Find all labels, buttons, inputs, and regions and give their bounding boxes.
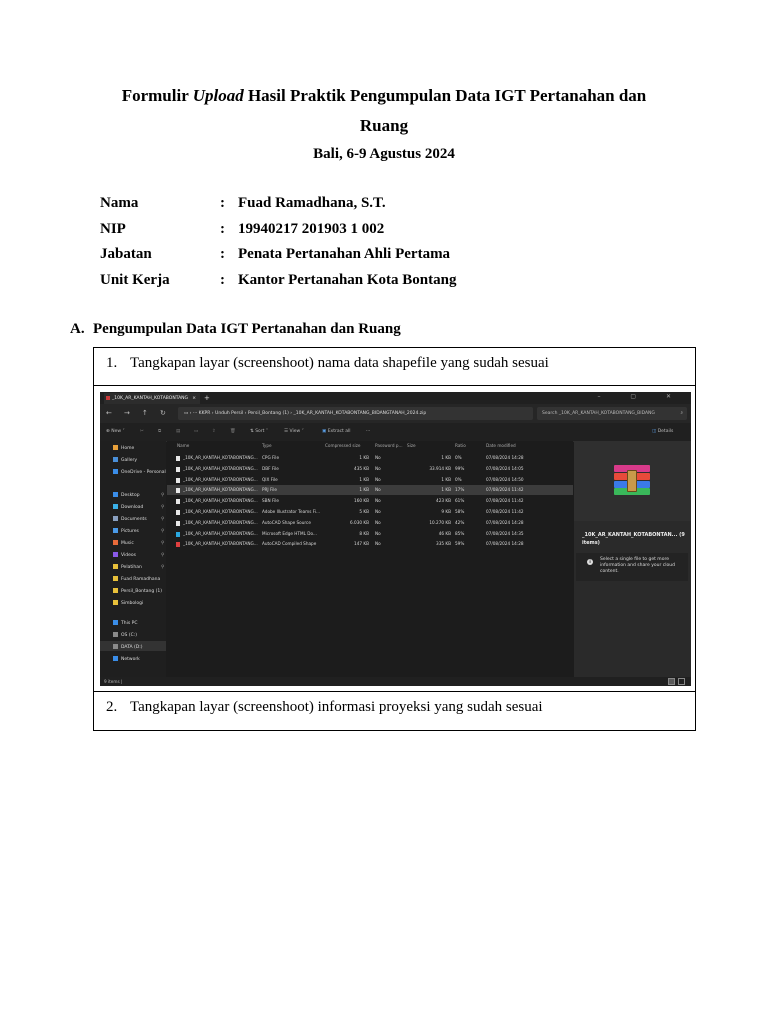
file-icon — [176, 542, 180, 547]
column-headers — [167, 441, 573, 451]
rename-icon[interactable]: ▭ — [194, 429, 199, 434]
file-icon — [176, 456, 180, 461]
navigation-pane — [100, 441, 166, 677]
folder-icon — [113, 632, 118, 637]
delete-icon[interactable]: 🗑 — [230, 429, 236, 434]
file-row[interactable] — [167, 496, 573, 506]
column-header[interactable]: Ratio — [455, 443, 466, 448]
file-ratio: 0% — [455, 476, 462, 482]
file-pw: No — [375, 519, 381, 525]
file-icon — [176, 521, 180, 526]
file-size: 9 KB — [441, 509, 451, 514]
file-type: AutoCAD Compiled Shape — [262, 541, 317, 547]
winrar-archive-icon — [614, 465, 650, 495]
tab-bar — [100, 392, 691, 404]
file-date: 07/08/2024 11:42 — [486, 487, 524, 493]
file-comp: 8 KB — [359, 530, 369, 536]
sidebar-item[interactable]: DATA (D:) — [113, 643, 143, 653]
folder-icon — [113, 457, 118, 462]
sidebar-item[interactable]: Documents ⚲ — [113, 515, 147, 525]
column-header[interactable]: Date modified — [486, 443, 516, 448]
file-size: 1 KB — [441, 487, 451, 493]
folder-icon — [113, 445, 118, 450]
file-icon — [176, 499, 180, 504]
file-type: AutoCAD Shape Source — [262, 519, 311, 525]
file-pw: No — [375, 476, 381, 482]
file-icon — [176, 532, 180, 537]
identity-value: Fuad Ramadhana, S.T. — [238, 195, 386, 211]
file-name: _10K_AR_KANTAH_KOTABONTANG... — [183, 476, 258, 482]
up-arrow-icon[interactable]: ↑ — [142, 409, 148, 417]
new-tab-button[interactable]: + — [204, 394, 210, 402]
folder-icon — [113, 528, 118, 533]
extract-all-button[interactable]: ▣ Extract all — [322, 429, 351, 434]
sidebar-item[interactable]: Videos ⚲ — [113, 551, 136, 561]
file-name: _10K_AR_KANTAH_KOTABONTANG... — [183, 541, 258, 547]
file-ratio: 61% — [455, 498, 465, 504]
item-cell-1: 1. Tangkapan layar (screenshoot) nama data shapefile yang sudah sesuai — [93, 347, 696, 386]
winrar-icon — [106, 396, 110, 400]
file-comp: 1 KB — [359, 476, 369, 482]
file-name: _10K_AR_KANTAH_KOTABONTANG... — [183, 498, 258, 504]
form-subtitle: Bali, 6-9 Agustus 2024 — [313, 146, 455, 162]
file-name: _10K_AR_KANTAH_KOTABONTANG... — [183, 455, 258, 460]
file-type: DBF File — [262, 465, 279, 471]
file-ratio: 17% — [455, 487, 465, 493]
column-header[interactable]: Type — [262, 443, 272, 448]
sidebar-item[interactable]: Download ⚲ — [113, 503, 143, 513]
file-type: Adobe Illustrator Teams Fi... — [262, 509, 321, 514]
file-pw: No — [375, 465, 381, 471]
file-size: 1 KB — [441, 455, 451, 460]
column-header[interactable]: Name — [177, 443, 190, 448]
folder-icon — [113, 576, 118, 581]
file-pw: No — [375, 541, 381, 547]
address-bar — [100, 404, 691, 423]
file-pw: No — [375, 530, 381, 536]
column-header[interactable]: Compressed size — [325, 443, 361, 448]
file-pw: No — [375, 487, 381, 493]
pin-icon: ⚲ — [161, 529, 165, 534]
file-pw: No — [375, 498, 381, 504]
file-size: 1 KB — [441, 476, 451, 482]
form-title-upload-word: Upload — [192, 86, 244, 105]
file-date: 07/08/2024 14:35 — [486, 530, 524, 536]
sidebar-item[interactable]: Gallery — [113, 456, 137, 466]
identity-row-nip: NIP : 19940217 201903 1 002 — [100, 221, 457, 247]
file-explorer-screenshot — [100, 392, 691, 686]
file-row[interactable] — [167, 485, 573, 495]
extract-icon: ▣ — [322, 429, 327, 434]
pin-icon: ⚲ — [161, 517, 165, 522]
file-comp: 147 KB — [354, 541, 369, 547]
file-type: Microsoft Edge HTML Do... — [262, 530, 317, 536]
sidebar-item[interactable]: Pictures ⚲ — [113, 527, 139, 537]
section-heading: A. Pengumpulan Data IGT Pertanahan dan Ruang — [70, 321, 401, 337]
file-comp: 6.030 KB — [350, 519, 369, 525]
file-date: 07/08/2024 11:42 — [486, 498, 524, 504]
file-date: 07/08/2024 14:50 — [486, 476, 524, 482]
close-tab-icon[interactable]: × — [192, 396, 196, 401]
sidebar-item[interactable]: Persil_Bontang (1) — [113, 587, 162, 597]
folder-icon — [113, 656, 118, 661]
column-header[interactable]: Size — [407, 443, 416, 448]
file-list — [167, 441, 573, 677]
file-icon — [176, 510, 180, 515]
sidebar-item[interactable]: OneDrive - Personal — [113, 468, 166, 478]
file-date: 07/08/2024 14:28 — [486, 541, 524, 547]
info-icon: i — [587, 559, 593, 565]
identity-value: 19940217 201903 1 002 — [238, 220, 385, 237]
sidebar-item[interactable]: Fuad Ramadhana — [113, 575, 160, 585]
forward-arrow-icon[interactable]: → — [124, 409, 130, 417]
folder-icon — [113, 644, 118, 649]
sidebar-item[interactable]: This PC — [113, 619, 137, 629]
folder-icon — [113, 469, 118, 474]
file-row[interactable] — [167, 453, 573, 463]
back-arrow-icon[interactable]: ← — [106, 409, 112, 417]
sidebar-item[interactable]: Simbologi — [113, 599, 143, 609]
file-type: PRJ File — [262, 487, 278, 493]
file-name: _10K_AR_KANTAH_KOTABONTANG... — [183, 487, 258, 493]
sidebar-item[interactable]: Music ⚲ — [113, 539, 134, 549]
folder-icon — [113, 588, 118, 593]
folder-icon — [113, 516, 118, 521]
file-icon — [176, 467, 180, 472]
file-size: 46 KB — [438, 530, 451, 536]
search-input[interactable]: Search _10K_AR_KANTAH_KOTABONTANG_BIDANG ⌕ — [537, 407, 687, 420]
folder-icon — [113, 540, 118, 545]
sidebar-item[interactable]: Desktop ⚲ — [113, 491, 140, 501]
file-ratio: 85% — [455, 530, 465, 536]
details-preview — [574, 441, 691, 521]
file-row[interactable] — [167, 529, 573, 539]
file-comp: 1 KB — [359, 487, 369, 493]
file-pw: No — [375, 455, 381, 460]
share-icon[interactable]: ⇪ — [212, 429, 216, 434]
file-row[interactable] — [167, 507, 573, 517]
folder-icon — [113, 492, 118, 497]
file-ratio: 59% — [455, 541, 465, 547]
paste-icon[interactable]: ▤ — [176, 429, 181, 434]
identity-row-unit-kerja: Unit Kerja : Kantor Pertanahan Kota Bontang — [100, 272, 457, 298]
file-icon — [176, 478, 180, 483]
pin-icon: ⚲ — [161, 541, 165, 546]
file-name: _10K_AR_KANTAH_KOTABONTANG... — [183, 509, 258, 514]
file-comp: 435 KB — [354, 465, 369, 471]
more-options-button[interactable]: ··· — [366, 429, 371, 434]
copy-icon[interactable]: ⧉ — [158, 429, 162, 434]
identity-row-nama: Nama : Fuad Ramadhana, S.T. — [100, 195, 457, 221]
pin-icon: ⚲ — [161, 553, 165, 558]
details-title: _10K_AR_KANTAH_KOTABONTAN... (9 items) — [582, 532, 685, 546]
item-text: Tangkapan layar (screenshoot) informasi proyeksi yang sudah sesuai — [130, 699, 543, 715]
pin-icon: ⚲ — [161, 505, 165, 510]
form-title: Formulir Upload Hasil Praktik Pengumpulan Data IGT Pertanahan dan — [121, 86, 647, 105]
status-bar — [100, 677, 691, 686]
file-ratio: 99% — [455, 465, 465, 471]
sidebar-item[interactable]: Home — [113, 444, 134, 454]
refresh-icon[interactable]: ↻ — [160, 409, 166, 417]
file-name: _10K_AR_KANTAH_KOTABONTANG... — [183, 519, 258, 525]
file-comp: 160 KB — [354, 498, 369, 504]
file-size: 423 KB — [436, 498, 451, 504]
folder-icon — [113, 600, 118, 605]
file-type: SBN File — [262, 498, 280, 504]
file-name: _10K_AR_KANTAH_KOTABONTANG... — [183, 465, 258, 471]
item-cell-2: 2. Tangkapan layar (screenshoot) informasi proyeksi yang sudah sesuai — [93, 691, 696, 731]
file-type: CPG File — [262, 455, 280, 460]
folder-icon — [113, 504, 118, 509]
file-row[interactable] — [167, 475, 573, 485]
file-row[interactable] — [167, 518, 573, 528]
details-button[interactable]: ◫ Details — [652, 429, 674, 434]
folder-icon — [113, 564, 118, 569]
file-date: 07/08/2024 11:42 — [486, 509, 524, 514]
explorer-tab[interactable]: _10K_AR_KANTAH_KOTABONTANG × — [104, 393, 200, 404]
sidebar-item[interactable]: Pelatihan ⚲ — [113, 563, 142, 573]
file-icon — [176, 488, 180, 493]
folder-icon — [113, 552, 118, 557]
identity-row-jabatan: Jabatan : Penata Pertanahan Ahli Pertama — [100, 246, 457, 272]
sidebar-item[interactable]: Network — [113, 655, 140, 665]
tiles-view-icon[interactable] — [678, 678, 685, 685]
cut-icon[interactable]: ✂ — [140, 429, 144, 434]
form-title-line2: Ruang — [359, 116, 409, 135]
identity-value: Penata Pertanahan Ahli Pertama — [238, 246, 451, 262]
file-size: 10.270 KB — [429, 519, 451, 525]
sidebar-item[interactable]: OS (C:) — [113, 631, 137, 641]
details-info: i Select a single file to get more information and share your cloud content. — [576, 553, 688, 581]
identity-block — [100, 195, 457, 297]
screenshot-cell — [93, 385, 696, 692]
file-ratio: 42% — [455, 519, 465, 525]
file-comp: 5 KB — [359, 509, 369, 514]
file-date: 07/08/2024 14:28 — [486, 455, 524, 460]
command-bar — [100, 423, 691, 442]
file-name: _10K_AR_KANTAH_KOTABONTANG... — [183, 530, 258, 536]
file-date: 07/08/2024 14:28 — [486, 519, 524, 525]
pin-icon: ⚲ — [161, 493, 165, 498]
file-date: 07/08/2024 14:05 — [486, 465, 524, 471]
file-ratio: 0% — [455, 455, 462, 460]
details-view-icon[interactable] — [668, 678, 675, 685]
file-pw: No — [375, 509, 381, 514]
view-button[interactable]: ☰ View ˅ — [284, 429, 304, 434]
sort-button[interactable]: ⇅ Sort ˅ — [250, 429, 269, 434]
new-button[interactable]: ⊕ New ˅ — [106, 429, 125, 434]
file-ratio: 58% — [455, 509, 465, 514]
file-row[interactable] — [167, 539, 573, 549]
item-text: Tangkapan layar (screenshoot) nama data shapefile yang sudah sesuai — [130, 355, 549, 371]
file-size: 335 KB — [436, 541, 451, 547]
pin-icon: ⚲ — [161, 565, 165, 570]
path-breadcrumb[interactable]: ▭ › ··· KKPR › Unduh Persil › Persil_Bontang (1) › _10K_AR_KANTAH_KOTABONTANG_BIDANGTANAH_2024.zip — [178, 407, 533, 420]
identity-value: Kantor Pertanahan Kota Bontang — [238, 271, 457, 288]
file-type: QIX File — [262, 476, 278, 482]
item-count: 9 items | — [104, 679, 123, 684]
search-icon: ⌕ — [680, 411, 683, 416]
details-pane-icon: ◫ — [652, 429, 657, 434]
column-header[interactable]: Password p... — [375, 443, 403, 448]
details-pane — [574, 441, 691, 677]
file-row[interactable] — [167, 464, 573, 474]
window-controls[interactable]: – ▢ ✕ — [597, 393, 685, 400]
file-comp: 1 KB — [359, 455, 369, 460]
folder-icon — [113, 620, 118, 625]
file-size: 33.914 KB — [429, 465, 451, 471]
